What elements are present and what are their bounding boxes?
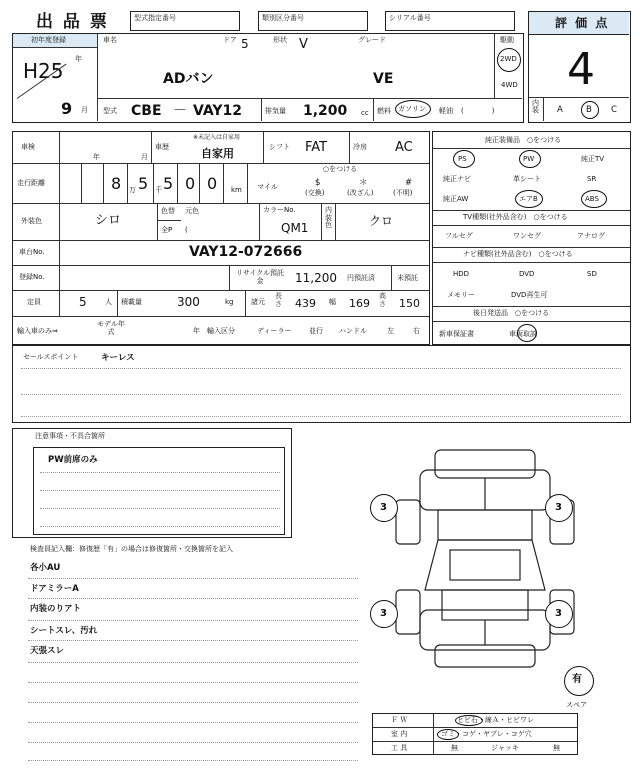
reg-month: 9 [61, 99, 73, 118]
model-code-label: 型式指定番号 [134, 14, 176, 22]
equip-sr: SR [587, 175, 597, 183]
opt-hash-sub: (不明) [393, 189, 413, 197]
mileage-digit-1: 8 [111, 174, 122, 193]
reg-no-label: 登録No. [19, 273, 45, 281]
history-label: 車歴 [155, 143, 169, 151]
drive-label: 駆動 [500, 36, 514, 44]
ac-value: AC [395, 140, 413, 155]
spare-label: スペア [566, 701, 587, 709]
model-label: 型式 [103, 107, 117, 115]
notes-title: 注意事項・不具合箇所 [35, 432, 105, 440]
left-option: 左 [387, 327, 394, 335]
fw-value: ヒビ石・線Ａ・ヒビワレ [457, 716, 534, 724]
tv-analog: アナログ [577, 232, 605, 240]
category-label: 類別区分番号 [262, 14, 304, 22]
tv-full: フルセグ [445, 232, 473, 240]
circle-note: ○をつける [323, 165, 358, 173]
history-note: ※未記入は自家用 [193, 134, 241, 141]
form-title: 出 品 票 [36, 12, 109, 32]
model-code: VAY12 [193, 103, 242, 119]
inspector-line-3: 内装のりアト [30, 604, 82, 614]
score-box [528, 11, 631, 123]
recycle-value: 11,200 [295, 271, 337, 285]
chassis-label: 車台No. [19, 248, 45, 256]
mileage-digit-3: 5 [163, 174, 174, 193]
interior-c: C [611, 105, 617, 115]
grade-value: VE [373, 71, 394, 87]
drive-2wd: 2WD [500, 55, 517, 63]
allp-label: 全P [161, 226, 173, 234]
orig-color-paren: ( [185, 226, 188, 234]
handle-label: ハンドル [339, 327, 367, 335]
navi-sd: SD [587, 270, 597, 278]
color-change-label: 色替 [161, 207, 175, 215]
load-unit: kg [225, 298, 234, 306]
equipment-panel [432, 131, 631, 345]
tire-fl: 3 [380, 502, 387, 513]
later-title: 後日発送品 ○をつける [473, 309, 550, 317]
recycle-label: リサイクル預託金 [235, 269, 285, 286]
interior-color-label: 内装色 [325, 206, 332, 230]
capacity-label: 定員 [27, 298, 41, 306]
ac-label: 冷房 [353, 143, 367, 151]
parallel-option: 並行 [309, 327, 323, 335]
mileage-digit-5: 0 [207, 174, 218, 193]
orig-color-label: 元色 [185, 207, 199, 215]
length-label: 長さ [275, 292, 282, 308]
car-name-label: 車名 [103, 36, 117, 44]
navi-title: ナビ種類(社外品含む) ○をつける [463, 250, 573, 258]
color-no: QM1 [281, 221, 309, 235]
load-value: 300 [177, 295, 200, 309]
shape-value: V [299, 37, 308, 52]
navi-dvd-play: DVD再生可 [511, 291, 548, 299]
inspection-year: 年 [93, 153, 100, 161]
sales-point: キーレス [101, 353, 135, 363]
tools-label: 工 具 [391, 744, 408, 752]
opt-star: ＊ [359, 178, 368, 188]
opt-s: $ [315, 178, 321, 188]
mileage-km: km [231, 186, 242, 194]
model-year-label: モデル年式 [97, 320, 125, 337]
equip-airbag: エアB [519, 195, 538, 203]
fuel-paren: ( ) [461, 107, 495, 115]
equip-leather: 革シート [513, 175, 541, 183]
cc-unit: cc [361, 109, 369, 117]
drive-4wd: 4WD [501, 81, 518, 89]
inspector-title: 検査員記入欄：修復歴「有」の場合は修復箇所・交換箇所を記入 [30, 545, 233, 553]
vehicle-box [12, 33, 524, 123]
recycle-unit: 円預託済 [347, 274, 375, 282]
equip-aw: 純正AW [443, 195, 469, 203]
month-suffix: 月 [81, 106, 88, 114]
fuel-label: 燃料 [377, 107, 391, 115]
later-manual: 車両取説 [509, 330, 537, 338]
interior-color: クロ [369, 214, 394, 228]
model-dash: － [173, 103, 187, 119]
height-label: 高さ [379, 292, 386, 308]
inspector-line-5: 天張スレ [30, 646, 65, 656]
grade-label: グレード [358, 36, 386, 44]
interior-cond-label: 室 内 [391, 730, 408, 738]
fw-label: Ｆ Ｗ [391, 716, 408, 724]
tv-one: ワンセグ [513, 232, 541, 240]
shape-label: 形状 [273, 36, 287, 44]
color-label: 外装色 [21, 217, 42, 225]
car-name: ADバン [163, 71, 214, 87]
car-diagram [380, 440, 590, 680]
serial-box [385, 11, 515, 31]
jack-label: ジャッキ [491, 744, 519, 752]
details-table [12, 131, 430, 345]
length-value: 439 [295, 297, 316, 310]
load-label: 積載量 [121, 298, 142, 306]
displacement: 1,200 [303, 103, 348, 119]
dealer-option: ディーラー [257, 327, 292, 335]
navi-memory: メモリー [447, 291, 475, 299]
opt-s-sub: (交換) [305, 189, 325, 197]
later-warranty: 新車保証書 [439, 330, 474, 338]
mileage-sen: 千 [155, 186, 162, 194]
mileage-digit-4: 0 [185, 174, 196, 193]
tv-title: TV種類(社外品含む) ○をつける [463, 213, 568, 221]
mileage-label: 走行距離 [17, 179, 45, 187]
bottom-table [372, 713, 578, 755]
height-value: 150 [399, 297, 420, 310]
model-year-unit: 年 [193, 327, 200, 335]
opt-hash: # [405, 178, 413, 188]
tire-rr: 3 [555, 608, 562, 619]
era-year: H25 [23, 59, 64, 83]
light-oil: 軽油 [439, 107, 453, 115]
color-value: シロ [95, 213, 122, 228]
equip-ps: PS [458, 155, 467, 163]
score-value: 4 [567, 44, 595, 95]
dims-label: 諸元 [251, 298, 265, 306]
navi-hdd: HDD [453, 270, 470, 278]
inspector-box [12, 540, 360, 765]
equip-tv: 純正TV [581, 155, 605, 163]
spare-value: 有 [572, 674, 582, 685]
fuel-value: ガソリン [398, 105, 426, 113]
inspection-month: 月 [141, 153, 148, 161]
mile-label: マイル [257, 183, 278, 191]
width-label: 幅 [329, 298, 336, 306]
mileage-digit-2: 5 [138, 174, 149, 193]
sales-label: セールスポイント [23, 353, 79, 361]
color-no-label: カラーNo. [263, 206, 296, 214]
opt-star-sub: (改ざん) [347, 189, 374, 197]
tools-value-1: 無 [451, 744, 458, 752]
inspector-line-2: ドアミラーA [30, 584, 79, 594]
shift-label: シフト [269, 143, 290, 151]
interior-label: 内装 [532, 99, 539, 114]
serial-label: シリアル番号 [389, 14, 431, 22]
interior-a: A [557, 105, 563, 115]
year-suffix: 年 [75, 55, 82, 63]
equip-abs: ABS [585, 195, 599, 203]
first-reg-label: 初年度登録 [31, 36, 66, 44]
category-box [258, 11, 368, 31]
interior-b: B [586, 105, 592, 115]
recycle-not: 未預託 [397, 274, 418, 282]
equipment-title: 純正装備品 ○をつける [485, 136, 562, 144]
door-label: ドア [223, 36, 237, 44]
navi-dvd: DVD [519, 270, 535, 278]
sales-box [12, 345, 631, 423]
capacity-unit: 人 [105, 298, 112, 306]
door-value: 5 [241, 37, 249, 51]
right-option: 右 [413, 327, 420, 335]
score-label: 評 価 点 [555, 16, 610, 30]
notes-line-1: PW前席のみ [48, 455, 98, 465]
model-prefix: CBE [131, 103, 162, 119]
tire-fr: 3 [555, 502, 562, 513]
history-value: 自家用 [201, 147, 234, 160]
inspection-label: 車検 [21, 143, 35, 151]
interior-cond-value: ゴミ・コゲ・ヤブレ・コゲ穴 [441, 730, 532, 738]
notes-box [12, 428, 292, 538]
chassis-value: VAY12-072666 [189, 244, 303, 260]
model-code-box [130, 11, 240, 31]
inspector-line-4: シートスレ、汚れ [30, 626, 98, 636]
inspector-line-1: 各小AU [30, 563, 61, 573]
equip-pw: PW [523, 155, 535, 163]
import-div-label: 輸入区分 [207, 327, 235, 335]
width-value: 169 [349, 297, 370, 310]
shift-value: FAT [305, 140, 328, 155]
tools-value-2: 無 [553, 744, 560, 752]
mileage-man: 万 [129, 186, 136, 194]
equip-navi: 純正ナビ [443, 175, 471, 183]
import-label: 輸入車のみ⇒ [17, 327, 58, 335]
capacity-value: 5 [79, 295, 87, 309]
displacement-label: 排気量 [265, 107, 286, 115]
tire-rl: 3 [380, 608, 387, 619]
